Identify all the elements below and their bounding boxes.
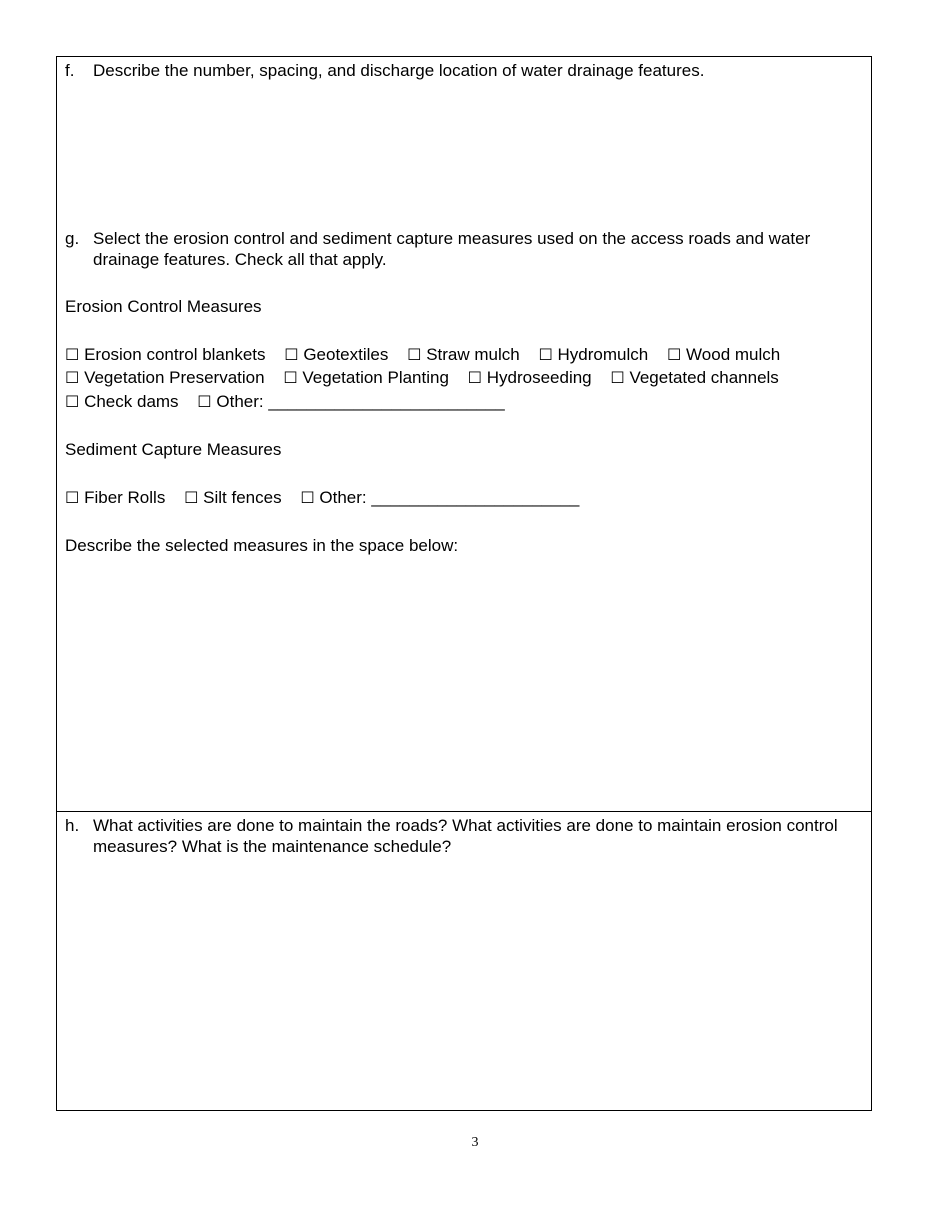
option-label: Wood mulch xyxy=(686,345,781,364)
question-h-letter: h. xyxy=(65,816,80,835)
checkbox-icon: ☐ xyxy=(538,345,553,364)
option-label: Vegetated channels xyxy=(629,368,779,387)
option-label: Check dams xyxy=(84,392,179,411)
erosion-other-blank[interactable]: _________________________ xyxy=(268,392,505,411)
checkbox-icon: ☐ xyxy=(467,368,482,387)
checkbox-geotextiles[interactable] xyxy=(284,344,388,365)
checkbox-icon: ☐ xyxy=(184,488,199,507)
checkbox-icon: ☐ xyxy=(65,392,80,411)
checkbox-icon: ☐ xyxy=(300,488,315,507)
question-f-text: Describe the number, spacing, and discharge location of water drainage features. xyxy=(93,61,705,80)
checkbox-vegetation-preservation[interactable] xyxy=(65,367,265,388)
question-h xyxy=(65,815,861,857)
checkbox-hydromulch[interactable] xyxy=(538,344,648,365)
checkbox-icon: ☐ xyxy=(610,368,625,387)
erosion-row-3 xyxy=(65,391,519,412)
sediment-other-blank[interactable]: ______________________ xyxy=(371,488,580,507)
question-g-text: Select the erosion control and sediment capture measures used on the access roads and water drainage features. Check all that apply. xyxy=(93,229,811,269)
form-table xyxy=(56,56,872,1111)
checkbox-vegetated-channels[interactable] xyxy=(610,367,778,388)
checkbox-icon: ☐ xyxy=(65,488,80,507)
checkbox-wood-mulch[interactable] xyxy=(667,344,780,365)
checkbox-icon: ☐ xyxy=(407,345,422,364)
checkbox-erosion-control-blankets[interactable] xyxy=(65,344,266,365)
erosion-row-2 xyxy=(65,367,793,388)
option-label: Fiber Rolls xyxy=(84,488,166,507)
option-label: Straw mulch xyxy=(426,345,520,364)
question-f-g-cell xyxy=(57,57,871,811)
checkbox-fiber-rolls[interactable] xyxy=(65,487,165,508)
option-label: Other: xyxy=(319,488,367,507)
option-label: Silt fences xyxy=(203,488,282,507)
checkbox-icon: ☐ xyxy=(284,345,299,364)
checkbox-erosion-other[interactable] xyxy=(197,391,504,412)
option-label: Hydromulch xyxy=(557,345,649,364)
option-label: Hydroseeding xyxy=(486,368,592,387)
erosion-row-1 xyxy=(65,344,794,365)
page-number: 3 xyxy=(471,1135,479,1150)
sediment-heading: Sediment Capture Measures xyxy=(65,440,282,459)
checkbox-straw-mulch[interactable] xyxy=(407,344,520,365)
checkbox-silt-fences[interactable] xyxy=(184,487,282,508)
erosion-heading: Erosion Control Measures xyxy=(65,297,262,316)
question-g-letter: g. xyxy=(65,229,80,248)
checkbox-check-dams[interactable] xyxy=(65,391,179,412)
option-label: Erosion control blankets xyxy=(84,345,266,364)
checkbox-vegetation-planting[interactable] xyxy=(283,367,449,388)
checkbox-hydroseeding[interactable] xyxy=(468,367,592,388)
question-f-letter: f. xyxy=(65,61,75,80)
checkbox-sediment-other[interactable] xyxy=(300,487,579,508)
checkbox-icon: ☐ xyxy=(666,345,682,364)
checkbox-icon: ☐ xyxy=(65,345,80,364)
question-h-text: What activities are done to maintain the roads? What activities are done to maintain erosion control measures? What is the maintenance schedule? xyxy=(93,816,838,856)
sediment-row xyxy=(65,487,593,508)
question-g xyxy=(65,228,861,270)
option-label: Geotextiles xyxy=(303,345,389,364)
checkbox-icon: ☐ xyxy=(283,368,298,387)
option-label: Other: xyxy=(216,392,264,411)
option-label: Vegetation Preservation xyxy=(84,368,265,387)
checkbox-icon: ☐ xyxy=(197,392,212,411)
option-label: Vegetation Planting xyxy=(302,368,449,387)
question-f xyxy=(65,60,861,81)
checkbox-icon: ☐ xyxy=(65,368,80,387)
question-h-cell xyxy=(57,811,871,1110)
describe-measures-label: Describe the selected measures in the space below: xyxy=(65,536,459,555)
